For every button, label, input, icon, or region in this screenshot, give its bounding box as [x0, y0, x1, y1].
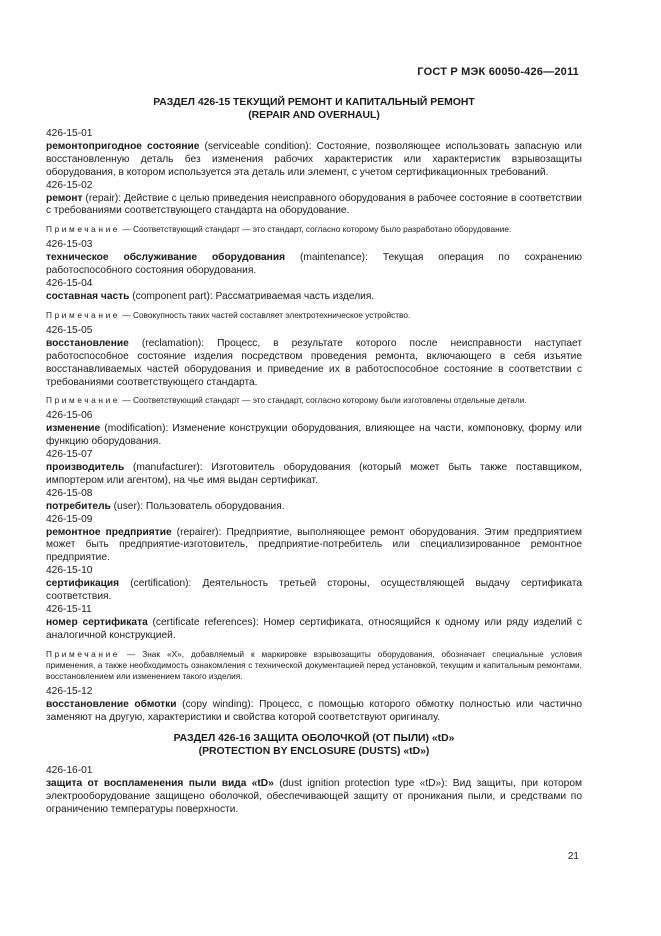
note-text: — Знак «X», добавляемый к маркировке взрывозащиты оборудования, обозначает специальные условия применения, а также необходимость ознакомления с технической документацией перед установкой, текущим и капитальным ремонтами, восстановлением или изменением такого изделия. — [46, 648, 582, 681]
term-entry — [46, 239, 582, 278]
term-text: (modification): Изменение конструкции оборудования, влияющее на части, компоновку, форму или функцию оборудования. — [46, 423, 582, 448]
term-entry — [46, 488, 582, 514]
page-number: 21 — [567, 851, 579, 862]
note-label: Примечание — [46, 648, 121, 659]
term-code: 426-15-01 — [46, 128, 93, 139]
note-label: Примечание — [46, 395, 121, 406]
term-entry — [46, 565, 582, 604]
term-code: 426-15-12 — [46, 685, 93, 697]
term-definition — [46, 252, 582, 278]
section-426-16-entries — [46, 765, 582, 817]
term-name: ремонтное предприятие — [46, 526, 172, 538]
term-code: 426-15-02 — [46, 179, 93, 191]
term-text: (reclamation): Процесс, в результате которого после неисправности наступает работоспособное состояние изделия посредством проведения ремонта, включающего в себя изъятие восстанавливаемых частей оборудования и приведение их в работоспособное состояние в соответствии с требованиями соответствующего стандарта. — [46, 337, 582, 388]
term-definition — [46, 778, 582, 817]
note-text: — Соответствующий стандарт — это стандарт, согласно которому было разработано оборудование. — [122, 224, 512, 235]
section-426-15-entries — [46, 128, 582, 724]
term-entry — [46, 604, 582, 682]
term-code: 426-15-10 — [46, 565, 93, 577]
page-content — [46, 96, 582, 817]
standard-header: ГОСТ Р МЭК 60050-426—2011 — [417, 66, 579, 78]
term-name: изменение — [46, 423, 101, 435]
term-name: ремонтопригодное состояние — [46, 140, 200, 152]
term-text: (repair): Действие с целью приведения неисправного оборудования в рабочее состояние в соответствии с требованиями соответствующего стандарта на оборудование. — [46, 192, 582, 217]
term-note — [46, 310, 582, 321]
term-note — [46, 224, 582, 235]
term-entry — [46, 514, 582, 566]
term-entry — [46, 686, 582, 725]
term-entry — [46, 765, 582, 817]
term-definition — [46, 578, 582, 604]
term-text: (repairer): Предприятие, выполняющее ремонт оборудования. Этим предприятием может быть предприятие-изготовитель, предприятие-потребитель или специализированное ремонтное предприятие. — [46, 526, 582, 564]
term-entry — [46, 180, 582, 236]
term-code: 426-15-04 — [46, 278, 93, 290]
term-entry — [46, 278, 582, 321]
note-label: Примечание — [46, 224, 121, 235]
term-name: номер сертификата — [46, 616, 148, 628]
term-name: ремонт — [46, 192, 83, 204]
term-text: (dust ignition protection type «tD»): Вид защиты, при котором электрооборудование защищено оболочкой, обеспечивающей защиту от проникания пыли, и средствами по ограничению температуры поверхности. — [46, 778, 582, 816]
section-title-line: (PROTECTION BY ENCLOSURE (DUSTS) «tD») — [198, 746, 430, 758]
term-text: (certificate references): Номер сертификата, относящийся к одному или ряду изделий с аналогичной конструкцией. — [46, 616, 582, 641]
term-definition — [46, 291, 582, 304]
term-name: защита от воспламенения пыли вида «tD» — [46, 778, 274, 790]
term-text: (component part): Рассматриваемая часть изделия. — [129, 290, 375, 302]
term-definition — [46, 462, 582, 488]
term-entry — [46, 410, 582, 449]
term-text: (maintenance): Текущая операция по сохранению работоспособного состояния оборудования. — [46, 252, 582, 277]
term-definition — [46, 699, 582, 725]
term-definition — [46, 141, 582, 180]
term-definition — [46, 527, 582, 566]
term-name: потребитель — [46, 500, 111, 512]
term-entry — [46, 325, 582, 407]
term-text: (copy winding): Процесс, с помощью которого обмотку полностью или частично заменяют на другую, характеристики и свойства которой соответствуют оригиналу. — [46, 698, 582, 723]
term-code: 426-15-11 — [46, 604, 92, 615]
term-entry — [46, 449, 582, 488]
section-title-line: РАЗДЕЛ 426-15 ТЕКУЩИЙ РЕМОНТ И КАПИТАЛЬНЫЙ РЕМОНТ — [153, 97, 475, 108]
term-code: 426-15-06 — [46, 410, 93, 422]
term-entry — [46, 128, 582, 180]
term-name: производитель — [46, 462, 125, 474]
section-title-426-16 — [46, 732, 582, 758]
term-code: 426-15-08 — [46, 487, 93, 499]
term-name: составная часть — [46, 290, 130, 302]
term-definition — [46, 423, 582, 449]
note-text: — Совокупность таких частей составляет электротехническое устройство. — [122, 309, 411, 320]
term-code: 426-15-03 — [46, 239, 93, 251]
section-title-426-15 — [46, 96, 582, 122]
section-title-line: РАЗДЕЛ 426-16 ЗАЩИТА ОБОЛОЧКОЙ (ОТ ПЫЛИ) «tD» — [173, 733, 455, 745]
term-name: восстановление обмотки — [46, 698, 177, 710]
term-text: (user): Пользователь оборудования. — [110, 500, 285, 512]
term-text: (certification): Деятельность третьей стороны, осуществляющей выдачу сертификата соответствия. — [46, 578, 582, 603]
note-label: Примечание — [46, 309, 121, 320]
term-note — [46, 395, 582, 406]
term-code: 426-15-09 — [46, 513, 93, 525]
term-name: восстановление — [46, 337, 129, 349]
term-text: (manufacturer): Изготовитель оборудования (который может быть также поставщиком, импортером или агентом), на чье имя выдан сертификат. — [46, 462, 582, 486]
term-code: 426-15-07 — [46, 449, 93, 461]
term-definition — [46, 338, 582, 390]
term-definition — [46, 617, 582, 643]
note-text: — Соответствующий стандарт — это стандарт, согласно которому были изготовлены отдельные детали. — [122, 395, 527, 406]
term-name: сертификация — [46, 578, 120, 590]
term-definition — [46, 193, 582, 219]
term-text: (serviceable condition): Состояние, позволяющее использовать запасную или восстановленную деталь без изменения рабочих характеристик или характеристик взрывозащиты оборудования, в котором используется эта деталь или элемент, с учетом сертификационных требований. — [46, 140, 582, 178]
term-code: 426-15-05 — [46, 324, 93, 336]
term-name: техническое обслуживание оборудования — [46, 252, 286, 264]
term-definition — [46, 501, 582, 514]
term-note — [46, 649, 582, 682]
term-code: 426-16-01 — [46, 765, 93, 777]
section-title-line: (REPAIR AND OVERHAUL) — [248, 110, 380, 121]
